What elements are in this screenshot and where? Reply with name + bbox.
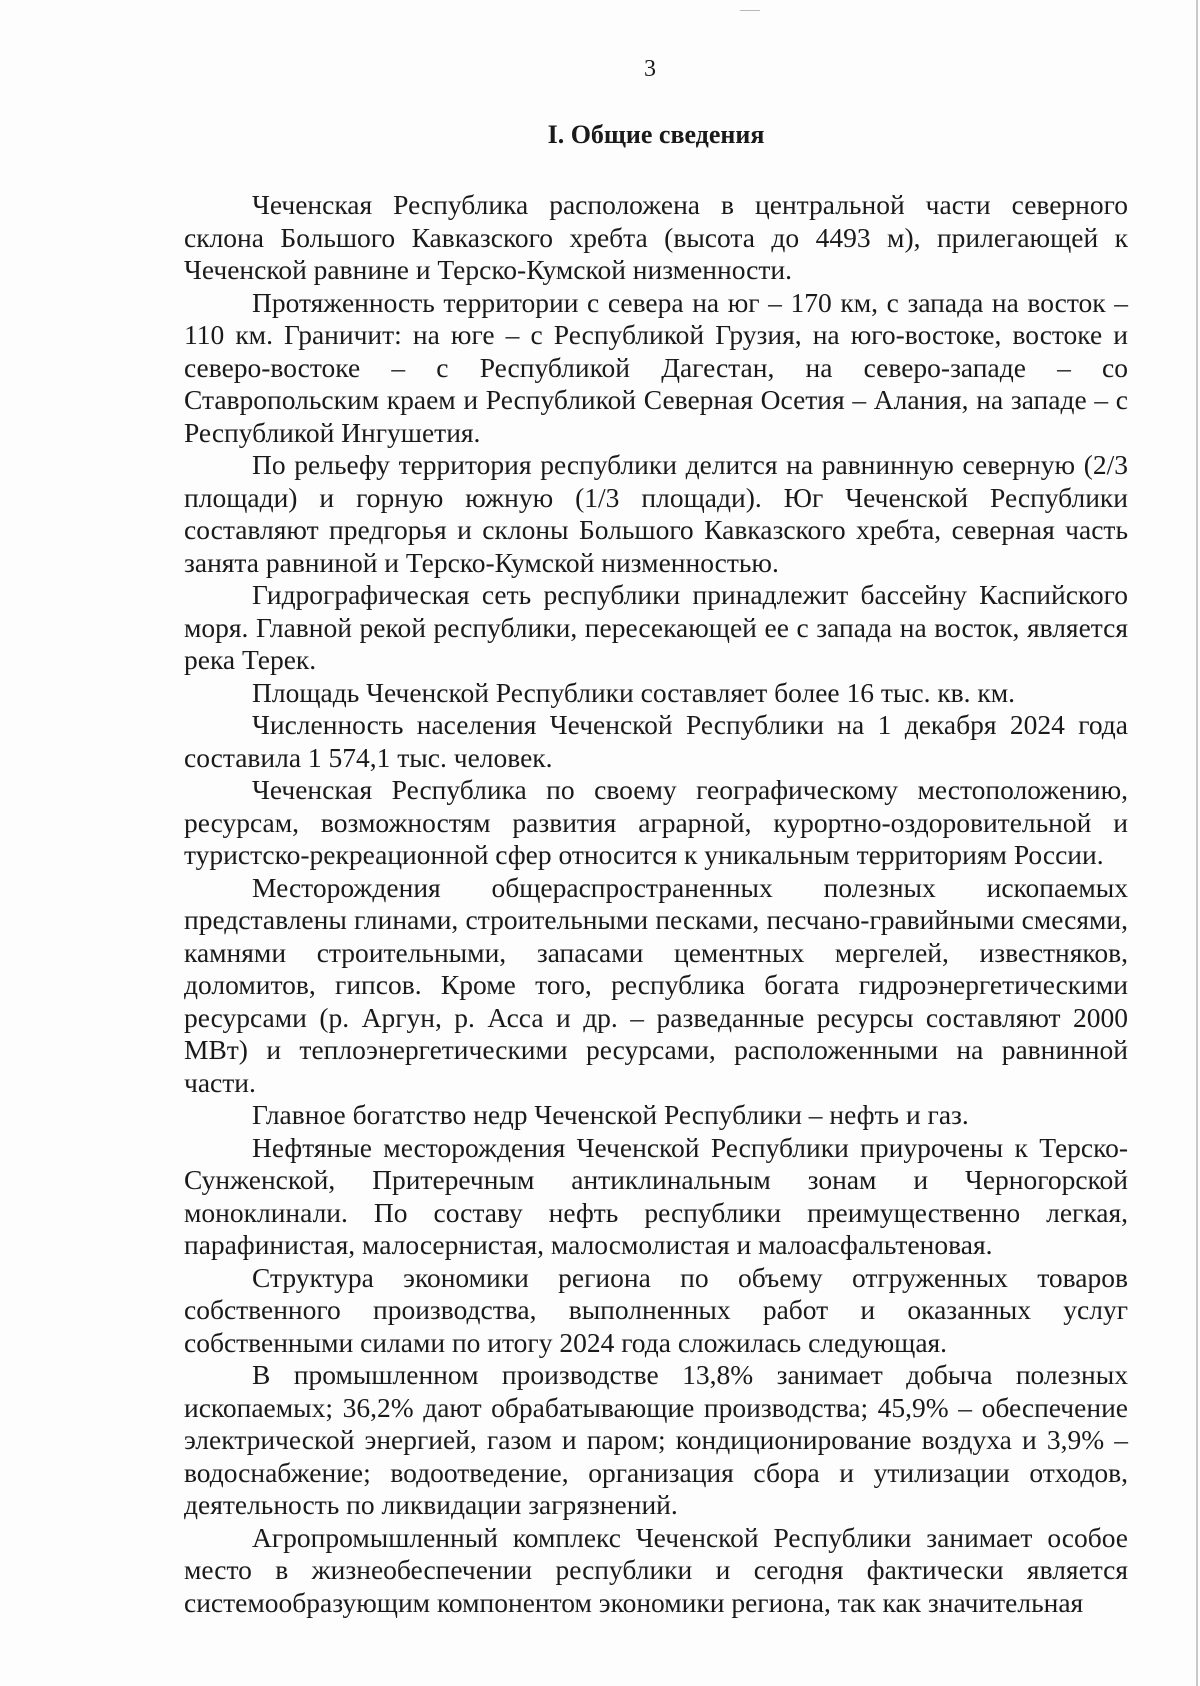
section-title: I. Общие сведения [547, 120, 765, 149]
paragraph-oil-gas: Главное богатство недр Чеченской Республики – нефть и газ. [252, 1099, 969, 1130]
paragraph-oil-fields: Нефтяные месторождения Чеченской Республики приурочены к Терско-Сунженской, Притеречным антиклинальным зонам и Черногорской моноклинали. По составу нефть республики преимущественно легкая, парафинистая, малосернистая, малосмолистая и малоасфальтеновая. [184, 1131, 1128, 1260]
document-body [184, 189, 1128, 1619]
paragraph-uniqueness: Чеченская Республика по своему географическому местоположению, ресурсам, возможностям развития аграрной, курортно-оздоровительной и туристско-рекреационной сфер относится к уникальным территориям России. [184, 774, 1128, 870]
paragraph-deposits: Месторождения общераспространенных полезных ископаемых представлены глинами, строительными песками, песчано-гравийными смесями, камнями строительными, запасами цементных мергелей, известняков, доломитов, гипсов. Кроме того, республика богата гидроэнергетическими ресурсами (р. Аргун, р. Асса и др. – разведанные ресурсы составляют 2000 МВт) и теплоэнергетическими ресурсами, расположенными на равнинной части. [184, 871, 1128, 1098]
paragraph-population: Численность населения Чеченской Республики на 1 декабря 2024 года составила 1 574,1 тыс. человек. [184, 709, 1128, 773]
paragraph-economy-structure: Структура экономики региона по объему отгруженных товаров собственного производства, выполненных работ и оказанных услуг собственными силами по итогу 2024 года сложилась следующая. [184, 1261, 1128, 1358]
paragraph-area: Площадь Чеченской Республики составляет более 16 тыс. кв. км. [252, 676, 1016, 708]
paragraph-relief: По рельефу территория республики делится на равнинную северную (2/3 площади) и горную южную (1/3 площади). Юг Чеченской Республики составляют предгорья и склоны Большого Кавказского хребта, северная часть занята равниной и Терско-Кумской низменностью. [184, 449, 1128, 578]
paragraph-borders: Протяженность территории с севера на юг – 170 км, с запада на восток – 110 км. Граничит: на юге – с Республикой Грузия, на юго-востоке, востоке и северо-востоке – с Республикой Дагестан, на северо-западе – со Ставропольским краем и Республикой Северная Осетия – Алания, на западе – с Республикой Ингушетия. [184, 286, 1128, 448]
paragraph-agro-complex: Агропромышленный комплекс Чеченской Республики занимает особое место в жизнеобеспечении республики и сегодня фактически является системообразующим компонентом экономики региона, так как значительная [184, 1521, 1128, 1618]
paragraph-hydrography: Гидрографическая сеть республики принадлежит бассейну Каспийского моря. Главной рекой республики, пересекающей ее с запада на восток, является река Терек. [184, 579, 1128, 675]
scan-edge-right [1196, 0, 1198, 1686]
paragraph-industry-shares: В промышленном производстве 13,8% занимает добыча полезных ископаемых; 36,2% дают обрабатывающие производства; 45,9% – обеспечение электрической энергией, газом и паром; кондиционирование воздуха и 3,9% – водоснабжение; водоотведение, организация сбора и утилизации отходов, деятельность по ликвидации загрязнений. [184, 1359, 1128, 1520]
paragraph-location: Чеченская Республика расположена в центральной части северного склона Большого Кавказского хребта (высота до 4493 м), прилегающей к Чеченской равнине и Терско-Кумской низменности. [184, 189, 1128, 285]
page-number: 3 [644, 56, 656, 82]
scan-artifact-top [740, 10, 760, 11]
